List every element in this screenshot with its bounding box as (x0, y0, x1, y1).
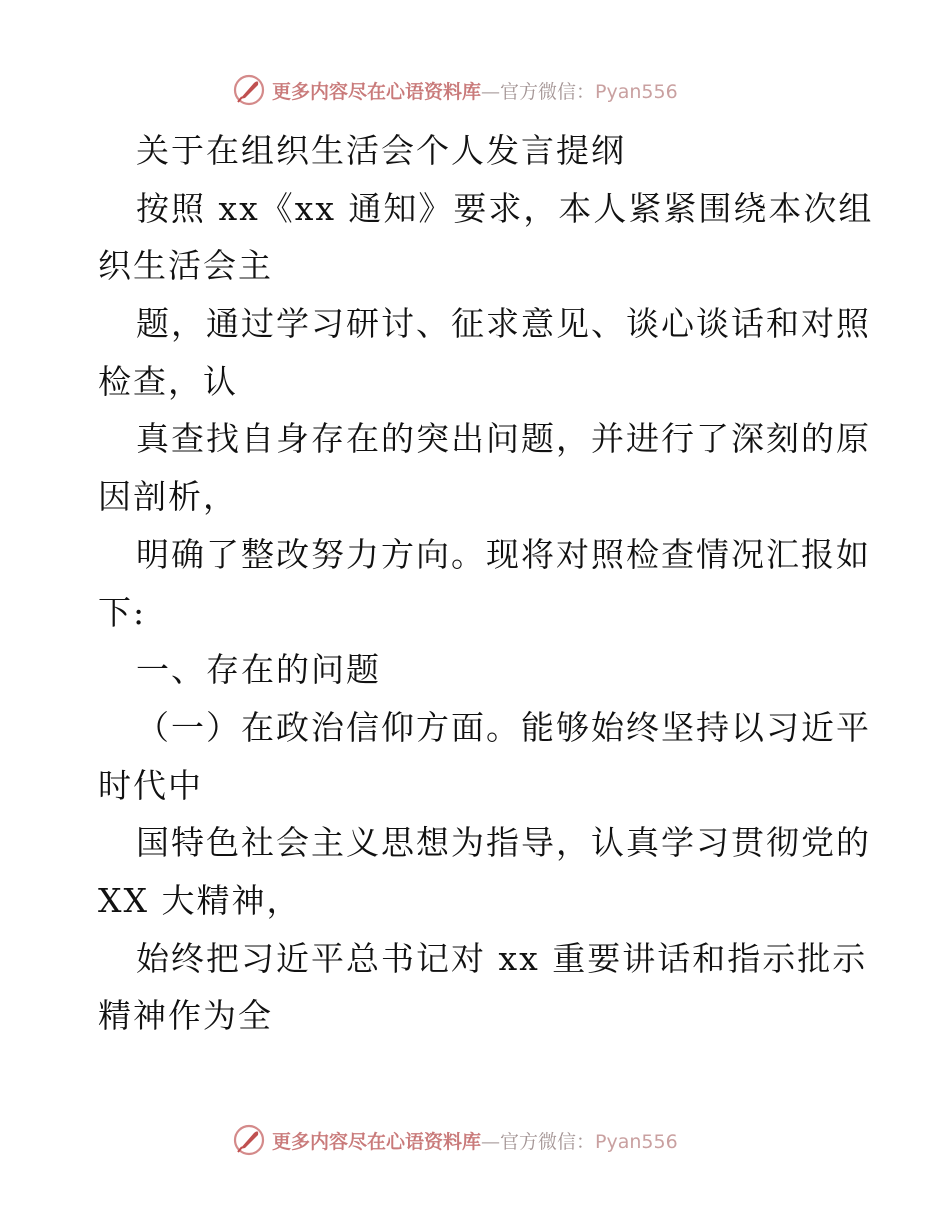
doc-line: 因剖析， (98, 477, 238, 517)
watermark-handle: Pyan556 (595, 1130, 678, 1153)
doc-line-title: 关于在组织生活会个人发言提纲 (136, 131, 626, 170)
doc-line: 按照 xx《xx 通知》要求，本人紧紧围绕本次组 (136, 188, 874, 228)
watermark-dash: — (481, 1130, 501, 1153)
watermark-banner-bottom (232, 1120, 732, 1160)
doc-line: 明确了整改努力方向。现将对照检查情况汇报如 (136, 534, 871, 574)
quill-logo-icon (232, 1123, 266, 1157)
doc-line: XX 大精神， (98, 880, 302, 920)
doc-line: 题，通过学习研讨、征求意见、谈心谈话和对照 (136, 304, 871, 344)
doc-line: 下: (98, 592, 147, 632)
doc-line: 真查找自身存在的突出问题，并进行了深刻的原 (136, 419, 871, 459)
doc-line: 检查，认 (98, 361, 238, 401)
watermark-banner-top (232, 70, 732, 110)
watermark-label: 官方微信： (500, 80, 596, 103)
doc-line: 时代中 (98, 765, 203, 805)
doc-line: 国特色社会主义思想为指导，认真学习贯彻党的 (136, 823, 871, 863)
doc-line: 织生活会主 (98, 246, 273, 286)
watermark-handle: Pyan556 (595, 80, 678, 103)
doc-line-heading: 一、存在的问题 (136, 650, 381, 690)
doc-line: 精神作为全 (98, 996, 273, 1036)
quill-logo-icon (232, 73, 266, 107)
watermark-main-text: 更多内容尽在心语资料库 (272, 1130, 482, 1153)
watermark-dash: — (481, 80, 501, 103)
watermark-label: 官方微信： (500, 1130, 596, 1153)
doc-line: 始终把习近平总书记对 xx 重要讲话和指示批示 (136, 938, 868, 978)
doc-line: （一）在政治信仰方面。能够始终坚持以习近平 (136, 707, 871, 747)
watermark-main-text: 更多内容尽在心语资料库 (272, 80, 482, 103)
document-body (98, 122, 874, 1045)
